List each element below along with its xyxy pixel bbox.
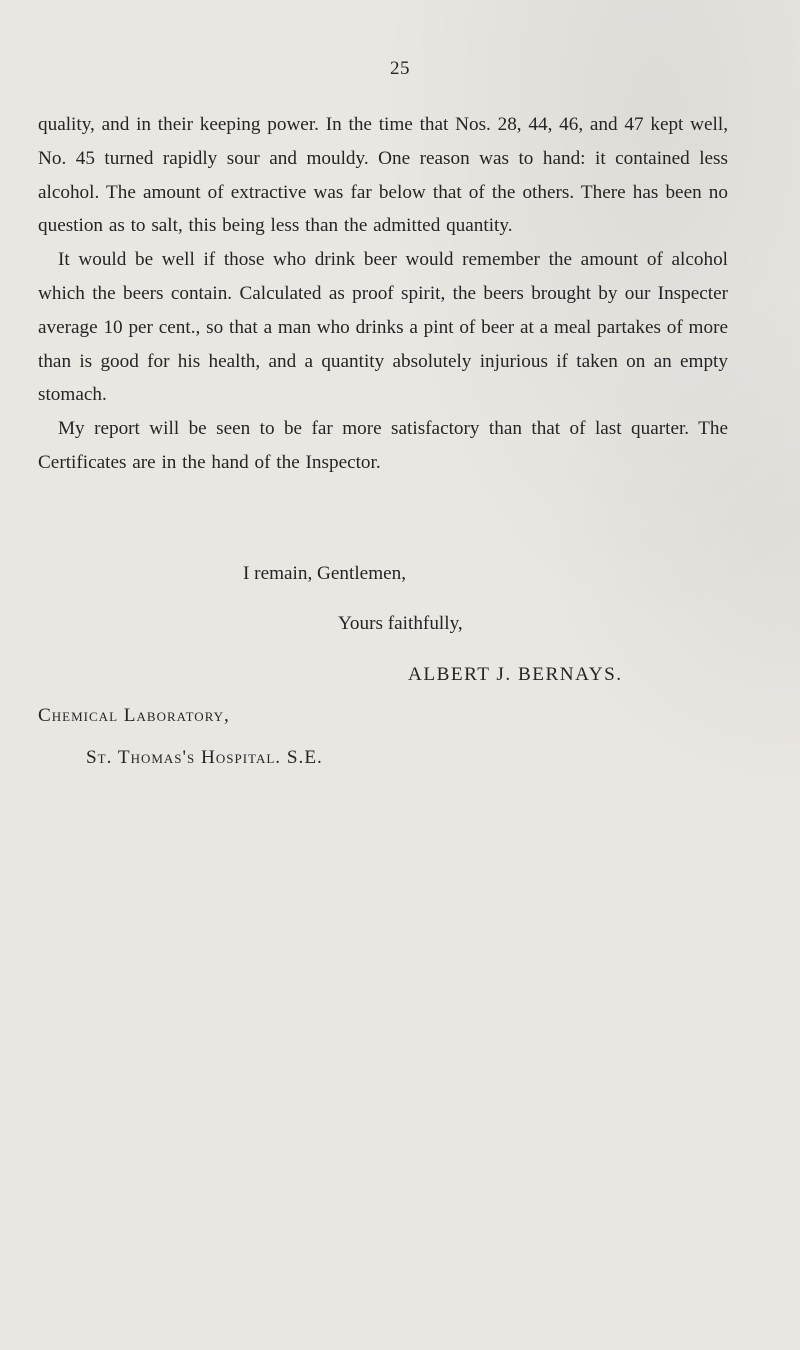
address-hospital: St. Thomas's Hospital. S.E. <box>86 747 323 768</box>
signature: ALBERT J. BERNAYS. <box>408 664 623 685</box>
closing-yours: Yours faithfully, <box>338 613 463 634</box>
paragraph-quality: quality, and in their keeping power. In the time that Nos. 28, 44, 46, and 47 kept well, No. 45 turned rapidly sour and mouldy. One reason was to hand: it contained less alcohol. The amount of extractive was far below that of the others. There has been no question as to salt, this being less than the admitted quantity. <box>38 114 728 237</box>
paragraph-alcohol: It would be well if those who drink beer would remember the amount of alcohol which the beers contain. Calculated as proof spirit, the beers brought by our Inspecter average 10 per cent., so that a man who drinks a pint of beer at a meal partakes of more than is good for his health, and a quantity absolutely injurious if taken on an empty stomach. <box>38 249 728 406</box>
address-laboratory: Chemical Laboratory, <box>38 705 230 726</box>
page-number: 25 <box>390 58 410 79</box>
paragraph-report: My report will be seen to be far more satisfactory than that of last quarter. The Certificates are in the hand of the Inspector. <box>38 418 728 473</box>
closing-remain: I remain, Gentlemen, <box>243 563 407 584</box>
report-body <box>38 108 728 480</box>
